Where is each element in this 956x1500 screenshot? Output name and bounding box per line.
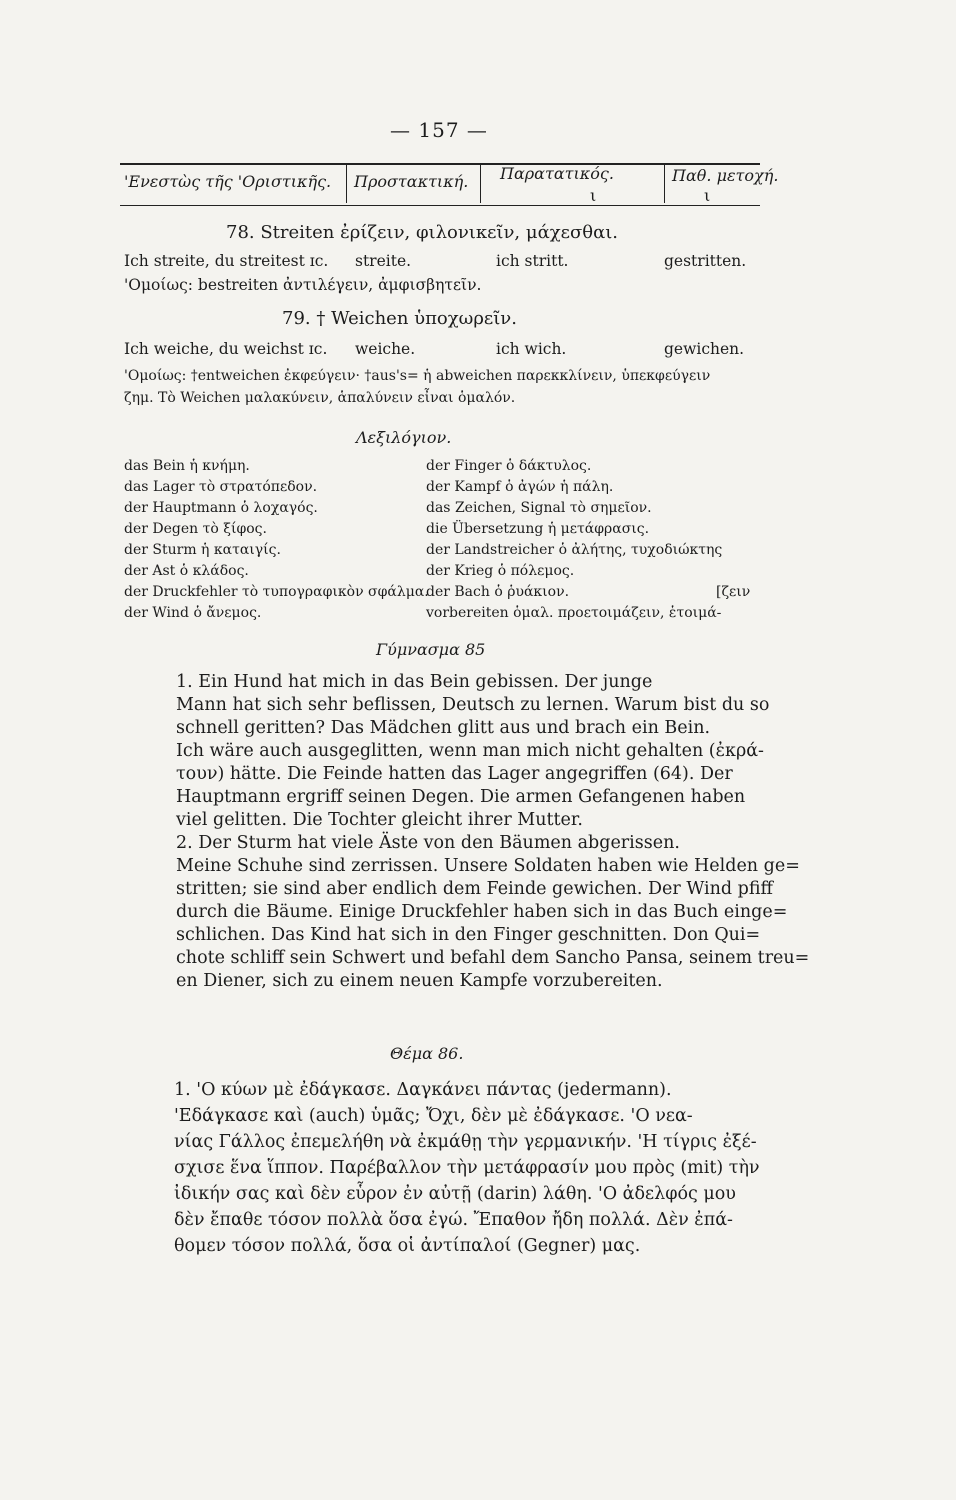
header-divider <box>664 165 665 203</box>
theme-86-line: θομεν τόσον πολλά, ὅσα οἱ ἀντίπαλοί (Gegner) μας. <box>174 1236 641 1256</box>
lexicon-entry: der Degen τὸ ξίφος. <box>124 521 267 537</box>
exercise-85-line: 1. Ein Hund hat mich in das Bein gebissen. Der junge <box>176 672 653 692</box>
header-divider <box>346 165 347 203</box>
exercise-85-line: Meine Schuhe sind zerrissen. Unsere Soldaten haben wie Helden ge= <box>176 856 800 876</box>
exercise-85-line: durch die Bäume. Einige Druckfehler haben sich in das Buch einge= <box>176 902 788 922</box>
header-bottom-rule <box>120 205 760 206</box>
lexicon-entry: der Ast ὁ κλάδος. <box>124 563 249 579</box>
lexicon-entry: der Kampf ὁ ἀγών ἡ πάλη. <box>426 479 614 495</box>
lexicon-bracket: [ζειν <box>716 584 751 600</box>
entry-79-similar: ζημ. Τὸ Weichen μαλακύνειν, ἁπαλύνειν εἶναι ὁμαλόν. <box>124 390 516 406</box>
theme-86-line: 'Εδάγκασε καὶ (auch) ὑμᾶς; Ὄχι, δὲν μὲ ἐδάγκασε. 'Ο νεα- <box>174 1106 693 1126</box>
lexicon-entry: der Finger ὁ δάκτυλος. <box>426 458 592 474</box>
entry-78-similar: 'Ομοίως: bestreiten ἀντιλέγειν, ἀμφισβητεῖν. <box>124 276 482 294</box>
exercise-85-title: Γύμνασμα 85 <box>376 640 486 659</box>
exercise-85-line: 2. Der Sturm hat viele Äste von den Bäumen abgerissen. <box>176 833 680 853</box>
lexicon-entry: der Krieg ὁ πόλεμος. <box>426 563 575 579</box>
entry-78-title: 78. Streiten ἐρίζειν, φιλονικεῖν, μάχεσθαι. <box>226 222 619 243</box>
entry-78-form: ich stritt. <box>496 252 569 270</box>
theme-86-title: Θέμα 86. <box>390 1044 464 1063</box>
exercise-85-line: stritten; sie sind aber endlich dem Feinde gewichen. Der Wind pfiff <box>176 879 773 899</box>
lexicon-entry: die Übersetzung ἡ μετάφρασις. <box>426 521 650 537</box>
exercise-85-line: schlichen. Das Kind hat sich in den Finger geschnitten. Don Qui= <box>176 925 761 945</box>
entry-79-form: ich wich. <box>496 340 567 358</box>
entry-79-title: 79. † Weichen ὑποχωρεῖν. <box>282 308 517 329</box>
lexicon-entry: der Landstreicher ὁ ἀλήτης, τυχοδιώκτης <box>426 542 723 558</box>
lexicon-entry: das Zeichen, Signal τὸ σημεῖον. <box>426 500 652 516</box>
exercise-85-line: viel gelitten. Die Tochter gleicht ihrer Mutter. <box>176 810 583 830</box>
theme-86-line: σχισε ἕνα ἵππον. Παρέβαλλον τὴν μετάφρασίν μου πρὸς (mit) τὴν <box>174 1158 760 1178</box>
header-imperative: Προστακτική. <box>354 172 469 191</box>
lexicon-entry: das Bein ἡ κνήμη. <box>124 458 250 474</box>
lexicon-entry: der Wind ὁ ἄνεμος. <box>124 605 262 621</box>
header-imperfect-sub: ι <box>590 186 597 205</box>
exercise-85-line: Ich wäre auch ausgeglitten, wenn man mich nicht gehalten (ἐκρά- <box>176 741 764 761</box>
exercise-85-line: schnell geritten? Das Mädchen glitt aus und brach ein Bein. <box>176 718 711 738</box>
lexicon-entry: der Druckfehler τὸ τυπογραφικὸν σφάλμα. <box>124 584 429 600</box>
exercise-85-line: Mann hat sich sehr beflissen, Deutsch zu lernen. Warum bist du so <box>176 695 770 715</box>
header-divider <box>480 165 481 203</box>
page-number: — 157 — <box>390 118 488 142</box>
exercise-85-line: Hauptmann ergriff seinen Degen. Die armen Gefangenen haben <box>176 787 746 807</box>
header-passive-participle: Παθ. μετοχή. <box>672 166 779 185</box>
entry-79-form: weiche. <box>355 340 416 358</box>
entry-79-similar: 'Ομοίως: †entweichen ἐκφεύγειν· †aus's= ἡ abweichen παρεκκλίνειν, ὑπεκφεύγειν <box>124 368 711 384</box>
lexicon-title: Λεξιλόγιον. <box>356 428 452 447</box>
exercise-85-line: τουν) hätte. Die Feinde hatten das Lager angegriffen (64). Der <box>176 764 733 784</box>
theme-86-line: νίας Γάλλος ἐπεμελήθη νὰ ἐκμάθῃ τὴν γερμανικήν. 'Η τίγρις ἐξέ- <box>174 1132 757 1152</box>
entry-78-form: gestritten. <box>664 252 747 270</box>
lexicon-entry: vorbereiten ὁμαλ. προετοιμάζειν, ἑτοιμά- <box>426 605 722 621</box>
theme-86-line: 1. 'Ο κύων μὲ ἐδάγκασε. Δαγκάνει πάντας (jedermann). <box>174 1080 672 1100</box>
header-imperfect: Παρατατικός. <box>500 164 614 183</box>
lexicon-entry: das Lager τὸ στρατόπεδον. <box>124 479 318 495</box>
entry-78-form: Ich streite, du streitest ɪc. <box>124 252 329 270</box>
header-participle-sub: ι <box>704 186 711 205</box>
entry-79-form: gewichen. <box>664 340 745 358</box>
theme-86-line: δὲν ἔπαθε τόσον πολλὰ ὅσα ἐγώ. Ἔπαθον ἤδη πολλά. Δὲν ἐπά- <box>174 1210 733 1230</box>
lexicon-entry: der Sturm ἡ καταιγίς. <box>124 542 281 558</box>
theme-86-line: ἰδικήν σας καὶ δὲν εὗρον ἐν αὐτῇ (darin) λάθη. 'Ο ἀδελφός μου <box>174 1184 736 1204</box>
header-present-indicative: 'Ενεστὼς τῆς 'Οριστικῆς. <box>124 172 332 191</box>
exercise-85-line: chote schliff sein Schwert und befahl dem Sancho Pansa, seinem treu= <box>176 948 810 968</box>
entry-78-form: streite. <box>355 252 412 270</box>
lexicon-entry: der Bach ὁ ῥυάκιον. <box>426 584 570 600</box>
lexicon-entry: der Hauptmann ὁ λοχαγός. <box>124 500 318 516</box>
entry-79-form: Ich weiche, du weichst ɪc. <box>124 340 328 358</box>
exercise-85-line: en Diener, sich zu einem neuen Kampfe vorzubereiten. <box>176 971 663 991</box>
